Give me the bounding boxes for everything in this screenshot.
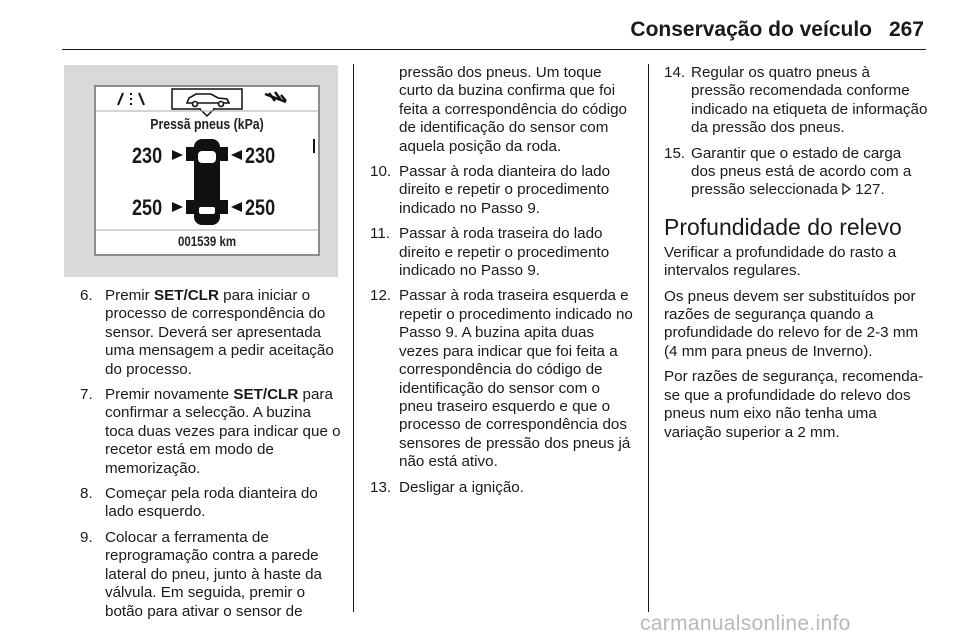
step-text: Regular os quatro pneus à pressão recomendada conforme indicado na etiqueta de informação da pressão dos pneus. [691,64,928,137]
step-number: 14. [664,64,686,81]
step-text: Passar à roda dianteira do lado direito e repetir o procedimento indicado no Passo 9. [399,163,611,217]
step-number: 9. [80,528,93,546]
step-text: Passar à roda traseira esquerda e repetir o procedimento indicado no Passo 9. A buzina apita duas vezes para indicar que foi feita a correspondência do código de identificação do sensor com o pneu traseiro esquerdo e que o processo de correspondência dos sensores de pressão dos pneus já não está ativo. [399,287,633,471]
section-heading: Profundidade do relevo [664,213,902,240]
button-name: SET/CLR [153,287,219,304]
step-number: 15. [664,144,686,162]
tire-pressure-display-figure [64,65,338,277]
step-text: para iniciar o processo de correspondência do sensor. Deverá ser apresentada uma mensagem a pedir aceitação do processo. [105,287,334,378]
display-title: Pressã pneus (kPa) [150,116,264,133]
step-9-continued [370,64,636,156]
odometer-reading: 001539 km [177,233,237,249]
header-divider [62,49,926,50]
step-text: pressão dos pneus. Um toque curto da buzina confirma que foi feita a correspondência do código de identificação do sensor com aquela posição da roda. [399,64,627,155]
step-11 [370,225,636,280]
page-number: 267 [888,18,924,41]
step-number: 7. [80,386,93,404]
front-right-pressure: 230 [245,143,276,168]
rear-right-pressure: 250 [245,195,276,220]
step-9 [80,529,342,621]
column-divider-2 [648,64,649,612]
tab-vehicle-selected [172,89,242,109]
page-reference-link[interactable]: 127. [855,181,885,199]
step-text: Desligar a ignição. [399,478,524,496]
step-text: Começar pela roda dianteira do lado esquerdo. [105,485,318,521]
step-number: 12. [370,287,392,305]
column-2 [370,64,636,504]
step-15 [664,145,928,200]
step-number: 10. [370,163,392,181]
step-text: Garantir que o estado de carga dos pneus está de acordo com a pressão seleccionada [691,144,912,199]
vehicle-top-view-icon [186,139,228,225]
step-number: 6. [80,287,93,304]
rear-left-pressure: 250 [132,195,163,220]
instrument-screen [94,85,320,256]
paragraph: Por razões de segurança, recomenda-se que a profundidade do relevo dos pneus num eixo não tenha uma variação superior a 2 mm. [664,368,924,441]
step-text: para confirmar a selecção. A buzina toca duas vezes para indicar que o recetor está em modo de memorização. [105,386,341,477]
step-number: 13. [370,478,392,496]
column-1 [80,287,342,628]
step-8 [80,485,342,522]
step-7 [80,386,342,478]
step-number: 11. [370,225,390,243]
watermark: carmanualsonline.info [640,612,851,635]
step-text: Colocar a ferramenta de reprogramação contra a parede lateral do pneu, junto à haste da válvula. Em seguida, premir o botão para ativar o sensor de [105,528,323,620]
road-icon [118,93,144,105]
step-6 [80,287,342,379]
step-13 [370,479,636,497]
paragraph: Verificar a profundidade do rasto a intervalos regulares. [664,243,897,280]
step-10 [370,163,636,218]
button-name: SET/CLR [233,386,299,404]
step-14 [664,64,928,138]
display-graphics [96,87,318,254]
scroll-indicator [313,139,315,153]
column-3 [664,64,928,449]
step-number: 8. [80,485,93,503]
paragraph: Os pneus devem ser substituídos por razões de segurança quando a profundidade do relevo for de 2-3 mm (4 mm para pneus de Inverno). [664,287,919,360]
front-left-pressure: 230 [132,143,163,168]
step-text: Premir [105,287,154,304]
page-reference-arrow-icon [842,183,852,195]
column-divider-1 [353,64,354,612]
step-12 [370,287,636,471]
step-text: Passar à roda traseira do lado direito e repetir o procedimento indicado no Passo 9. [399,225,610,280]
section-title: Conservação do veículo [630,18,872,41]
step-text: Premir novamente [105,386,234,404]
tire-tread-icon [265,92,286,102]
